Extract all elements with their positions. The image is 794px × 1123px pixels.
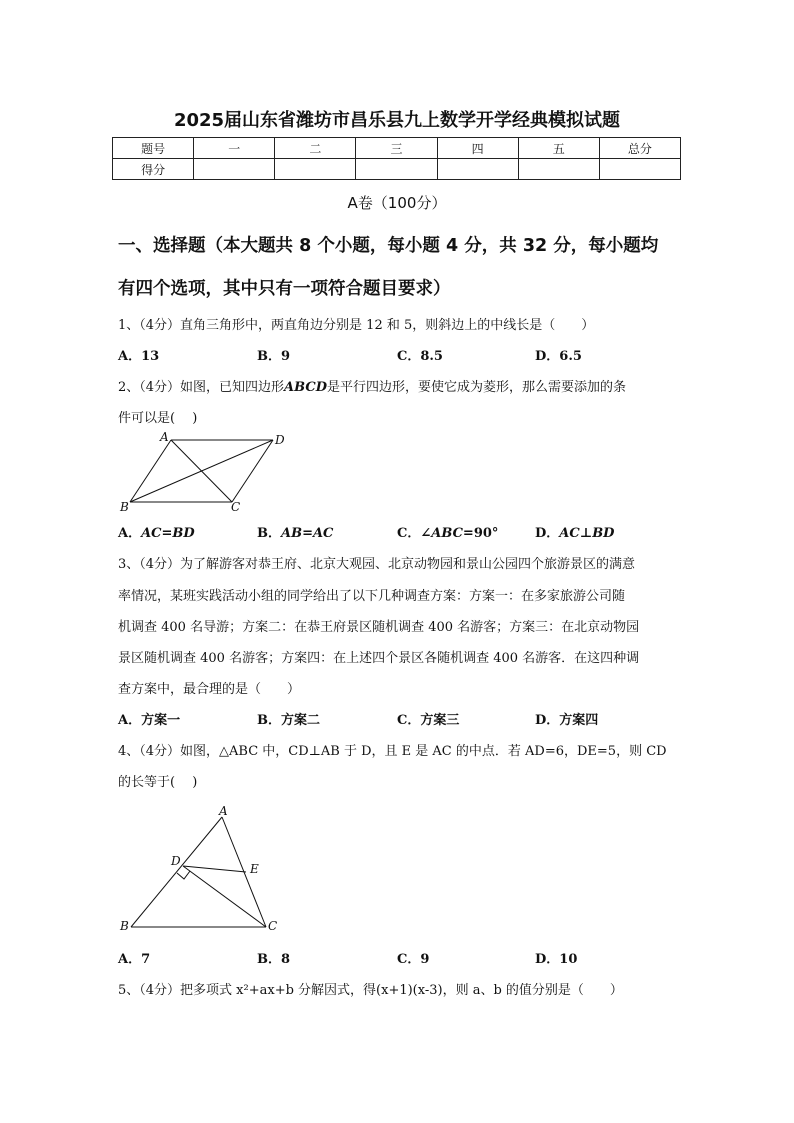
q2-option-a-text: AC=BD bbox=[141, 526, 195, 541]
q3-option-d: D．方案四 bbox=[535, 713, 599, 728]
q1-option-d: D．6.5 bbox=[535, 349, 582, 364]
score-header-cell: 五 bbox=[518, 138, 599, 159]
q4-option-a: A．7 bbox=[118, 952, 151, 967]
q2-option-d-prefix: D． bbox=[535, 526, 560, 541]
score-header-cell: 二 bbox=[275, 138, 356, 159]
label-d: D bbox=[171, 854, 181, 868]
question-4-line2: 的长等于( ) bbox=[118, 775, 198, 790]
right-angle-mark bbox=[177, 871, 190, 879]
label-d: D bbox=[275, 433, 285, 447]
label-a: A bbox=[160, 430, 169, 444]
exam-title: 2025届山东省潍坊市昌乐县九上数学开学经典模拟试题 bbox=[173, 110, 621, 131]
q1-option-c: C．8.5 bbox=[397, 349, 443, 364]
q2-option-b-text: AB=AC bbox=[281, 526, 334, 541]
q2-stem-italic: ABCD bbox=[284, 380, 327, 395]
q2-option-c-suffix: =90° bbox=[462, 526, 499, 541]
q2-stem-part2: 是平行四边形，要使它成为菱形，那么需要添加的条 bbox=[326, 380, 626, 395]
q2-option-b-prefix: B． bbox=[257, 526, 281, 541]
question-3-line3: 机调查 400 名导游；方案二：在恭王府景区随机调查 400 名游客；方案三：在北京动物园 bbox=[118, 620, 640, 635]
question-3-line2: 率情况，某班实践活动小组的同学给出了以下几种调查方案：方案一：在多家旅游公司随 bbox=[118, 589, 626, 604]
section-heading-line1: 一、选择题（本大题共 8 个小题，每小题 4 分，共 32 分，每小题均 bbox=[118, 236, 659, 256]
label-e: E bbox=[250, 862, 259, 876]
label-b: B bbox=[120, 919, 129, 933]
score-header-cell: 四 bbox=[437, 138, 518, 159]
score-header-cell: 三 bbox=[356, 138, 437, 159]
q2-option-c-text: ABC bbox=[431, 526, 463, 541]
score-header-cell: 总分 bbox=[599, 138, 680, 159]
question-4-line1: 4、（4分）如图，△ABC 中，CD⊥AB 于 D，且 E 是 AC 的中点．若 AD=6，DE=5，则 CD bbox=[118, 744, 667, 759]
question-3-line5: 查方案中，最合理的是（ ） bbox=[118, 682, 301, 697]
score-header-cell: 题号 bbox=[113, 138, 194, 159]
q1-option-b: B．9 bbox=[257, 349, 291, 364]
volume-label: A卷（100分） bbox=[347, 194, 447, 212]
q2-option-a-prefix: A． bbox=[118, 526, 142, 541]
question-3-line1: 3、（4分）为了解游客对恭王府、北京大观园、北京动物园和景山公园四个旅游景区的满意 bbox=[118, 557, 636, 572]
label-c: C bbox=[268, 919, 278, 933]
label-a: A bbox=[219, 804, 228, 818]
label-b: B bbox=[120, 500, 129, 514]
question-5-stem: 5、（4分）把多项式 x²+ax+b 分解因式，得(x+1)(x-3)，则 a、b 的值分别是（ ） bbox=[118, 983, 623, 998]
q1-option-a: A．13 bbox=[118, 349, 160, 364]
q4-option-c: C．9 bbox=[397, 952, 430, 967]
q4-option-d: D．10 bbox=[535, 952, 578, 967]
segment-de bbox=[183, 866, 246, 872]
score-header-cell: 一 bbox=[194, 138, 275, 159]
score-row-label: 得分 bbox=[113, 159, 194, 180]
question-1-stem: 1、（4分）直角三角形中，两直角边分别是 12 和 5，则斜边上的中线长是（ ） bbox=[118, 318, 595, 333]
q2-option-d-text: AC⊥BD bbox=[559, 526, 615, 541]
q2-option-c-prefix: C．∠ bbox=[397, 526, 432, 541]
question-2-stem-line2: 件可以是( ) bbox=[118, 411, 198, 426]
label-c: C bbox=[231, 500, 241, 514]
section-heading-line2: 有四个选项，其中只有一项符合题目要求） bbox=[118, 279, 451, 299]
q3-option-c: C．方案三 bbox=[397, 713, 460, 728]
q4-option-b: B．8 bbox=[257, 952, 291, 967]
q3-option-b: B．方案二 bbox=[257, 713, 320, 728]
q3-option-a: A．方案一 bbox=[118, 713, 181, 728]
question-3-line4: 景区随机调查 400 名游客；方案四：在上述四个景区各随机调查 400 名游客．在这四种调 bbox=[118, 651, 640, 666]
edge-ab bbox=[131, 817, 222, 927]
q2-stem-part1: 2、（4分）如图，已知四边形 bbox=[118, 380, 285, 395]
